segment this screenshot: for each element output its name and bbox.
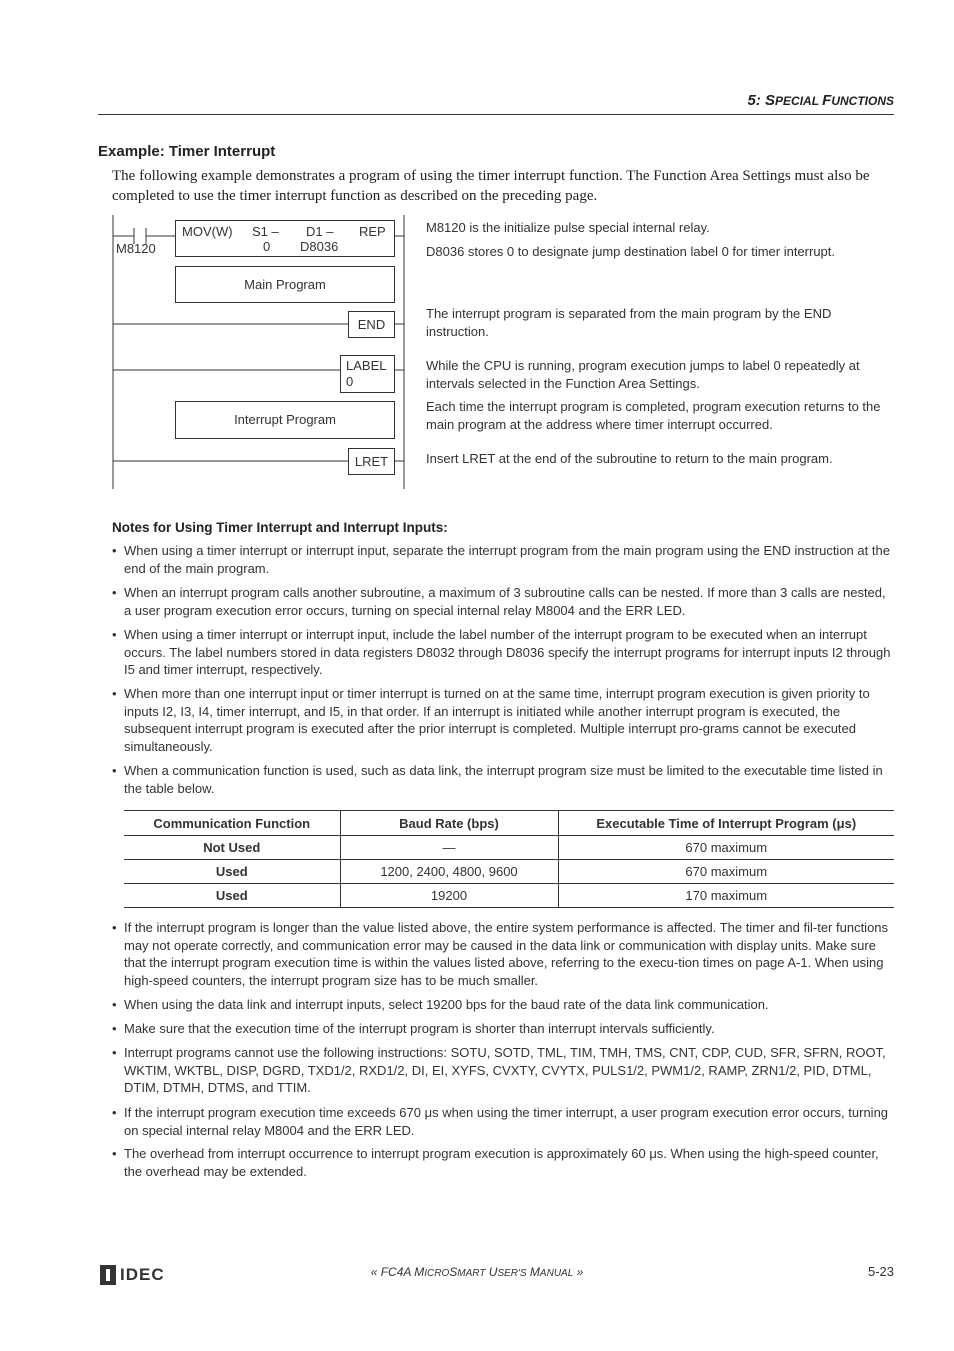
note-item xyxy=(112,685,896,755)
note-item xyxy=(112,1020,896,1038)
note-item xyxy=(112,1044,896,1097)
note-item xyxy=(112,626,896,679)
table-cell: — xyxy=(340,836,558,860)
mov-s1-value: 0 xyxy=(263,239,271,254)
interrupt-time-table xyxy=(124,810,894,908)
table-header: Executable Time of Interrupt Program (μs) xyxy=(558,811,894,836)
note-item xyxy=(112,919,896,989)
end-instruction: END xyxy=(348,311,395,338)
chapter-header xyxy=(748,92,895,109)
manual-title-part: S xyxy=(449,1265,458,1279)
table-cell: Used xyxy=(124,884,340,908)
table-cell: Not Used xyxy=(124,836,340,860)
bullet: • xyxy=(112,763,117,778)
manual-title-part: MART xyxy=(457,1268,486,1279)
chapter-title-part: F xyxy=(822,92,832,109)
ladder-diagram xyxy=(108,212,410,492)
table-cell: 1200, 2400, 4800, 9600 xyxy=(340,860,558,884)
table-cell: Used xyxy=(124,860,340,884)
chapter-title-part: UNCTIONS xyxy=(831,94,894,108)
section-title: Example: Timer Interrupt xyxy=(98,143,276,160)
note-text: When a communication function is used, such as data link, the interrupt program size must be limited to the executable time listed in the table below. xyxy=(124,763,883,796)
bullet: • xyxy=(112,627,117,642)
ladder-description: The interrupt program is separated from the main program by the END instruction. xyxy=(426,306,832,339)
bullet: • xyxy=(112,1105,117,1120)
contact-label: M8120 xyxy=(116,241,156,256)
note-item xyxy=(112,1104,896,1139)
bullet: • xyxy=(112,997,117,1012)
note-text: Interrupt programs cannot use the following instructions: SOTU, SOTD, TML, TIM, TMH, TMS, CNT, CDP, CUD, SFR, SFRN, ROOT, WKTIM, WKTBL, DISP, DGRD, TXD1/2, RXD1/2, DI, EI, XYFS, CVXTY, CVYTX, PULS1/2, PWM1/2, RAMP, ZRN1/2, PID, DTML, DTIM, DTMH, DTMS, and TTIM. xyxy=(124,1045,886,1096)
bullet: • xyxy=(112,920,117,935)
bullet: • xyxy=(112,585,117,600)
manual-title-part: » xyxy=(573,1265,584,1279)
table-header: Baud Rate (bps) xyxy=(340,811,558,836)
mov-instruction xyxy=(175,220,395,257)
label-instruction xyxy=(340,355,395,393)
table-row xyxy=(124,884,894,908)
note-text: When using a timer interrupt or interrupt input, separate the interrupt program from the main program using the END instruction at the end of the main program. xyxy=(124,543,890,576)
note-item xyxy=(112,1145,896,1180)
table-cell: 170 maximum xyxy=(558,884,894,908)
bullet: • xyxy=(112,1146,117,1161)
manual-title-part: M xyxy=(526,1265,540,1279)
mov-op: MOV(W) xyxy=(182,224,233,239)
mov-d1-head: D1 – xyxy=(306,224,334,239)
header-divider xyxy=(98,114,894,115)
note-item xyxy=(112,762,896,797)
table-row xyxy=(124,860,894,884)
bullet: • xyxy=(112,543,117,558)
ladder-description: Each time the interrupt program is completed, program execution returns to the main program at the address where timer interrupt occurred. xyxy=(426,399,881,432)
note-item xyxy=(112,584,896,619)
table-cell: 670 maximum xyxy=(558,860,894,884)
table-row xyxy=(124,836,894,860)
manual-title-part: « FC4A M xyxy=(370,1265,425,1279)
note-text: When using the data link and interrupt inputs, select 19200 bps for the baud rate of the data link communication. xyxy=(124,997,769,1012)
ladder-description: M8120 is the initialize pulse special internal relay. xyxy=(426,220,710,235)
interrupt-program-box: Interrupt Program xyxy=(175,401,395,439)
note-item xyxy=(112,542,896,577)
main-program-box: Main Program xyxy=(175,266,395,303)
note-item xyxy=(112,996,896,1014)
note-text: If the interrupt program is longer than the value listed above, the entire system performance is affected. The timer and fil-ter functions may not operate correctly, and communication error may be caused in the data link or communication with display units. Make sure that the interrupt program execution time is within the values listed above, referring to the execu-tion times on page A-1. When using high-speed counters, the interrupt program size has to be much smaller. xyxy=(124,920,889,988)
note-text: The overhead from interrupt occurrence to interrupt program execution is approximately 60 μs. When using the high-speed counter, the overhead may be extended. xyxy=(124,1146,879,1179)
ladder-description: While the CPU is running, program execution jumps to label 0 repeatedly at intervals selected in the Function Area Settings. xyxy=(426,358,860,391)
note-text: When more than one interrupt input or timer interrupt is turned on at the same time, interrupt program execution is given priority to inputs I2, I3, I4, timer interrupt, and I5, in that order. If an interrupt is initiated while another interrupt program is executed, the subsequent interrupt program is executed after the prior interrupt is completed. Multiple interrupt pro-grams cannot be executed simultaneously. xyxy=(124,686,870,754)
intro-paragraph: The following example demonstrates a program of using the timer interrupt function. The Function Area Settings must also be completed to use the timer interrupt function as described on the preceding page. xyxy=(112,168,870,204)
chapter-title-part: S xyxy=(765,92,776,109)
table-header: Communication Function xyxy=(124,811,340,836)
chapter-title-part: PECIAL xyxy=(775,94,823,108)
manual-title-part: ICRO xyxy=(424,1268,450,1279)
table-header-row xyxy=(124,811,894,836)
bullet: • xyxy=(112,686,117,701)
ladder-description: D8036 stores 0 to designate jump destination label 0 for timer interrupt. xyxy=(426,244,836,259)
note-text: Make sure that the execution time of the interrupt program is shorter than interrupt intervals sufficiently. xyxy=(124,1021,715,1036)
label-number: 0 xyxy=(346,374,354,389)
mov-d1-value: D8036 xyxy=(300,239,339,254)
idec-logo-text: IDEC xyxy=(120,1265,165,1284)
ladder-description: Insert LRET at the end of the subroutine to return to the main program. xyxy=(426,451,833,466)
label-keyword: LABEL xyxy=(346,358,387,373)
note-text: When an interrupt program calls another subroutine, a maximum of 3 subroutine calls can be nested. If more than 3 calls are nested, a user program execution error occurs, turning on special internal relay M8004 and the ERR LED. xyxy=(124,585,886,618)
bullet: • xyxy=(112,1045,117,1060)
mov-s1-head: S1 – xyxy=(252,224,279,239)
chapter-number: 5: xyxy=(747,92,766,109)
manual-title-part: SER'S xyxy=(497,1268,527,1279)
note-text: If the interrupt program execution time exceeds 670 μs when using the timer interrupt, a user program execution error occurs, turning on special internal relay M8004 and the ERR LED. xyxy=(124,1105,889,1138)
table-cell: 19200 xyxy=(340,884,558,908)
lret-instruction: LRET xyxy=(348,448,395,475)
mov-rep: REP xyxy=(359,224,386,239)
note-text: When using a timer interrupt or interrupt input, include the label number of the interrupt program to be executed when an interrupt occurs. The label numbers stored in data registers D8032 through D8036 specify the interrupt programs for interrupt inputs I2 through I5 and timer interrupt, respectively. xyxy=(124,627,891,678)
page-number: 5-23 xyxy=(867,1264,894,1279)
table-cell: 670 maximum xyxy=(558,836,894,860)
manual-title-part: ANUAL xyxy=(539,1268,574,1279)
bullet: • xyxy=(112,1021,117,1036)
manual-title-part: U xyxy=(485,1265,498,1279)
manual-title xyxy=(0,1265,954,1279)
notes-title: Notes for Using Timer Interrupt and Interrupt Inputs: xyxy=(112,520,448,535)
